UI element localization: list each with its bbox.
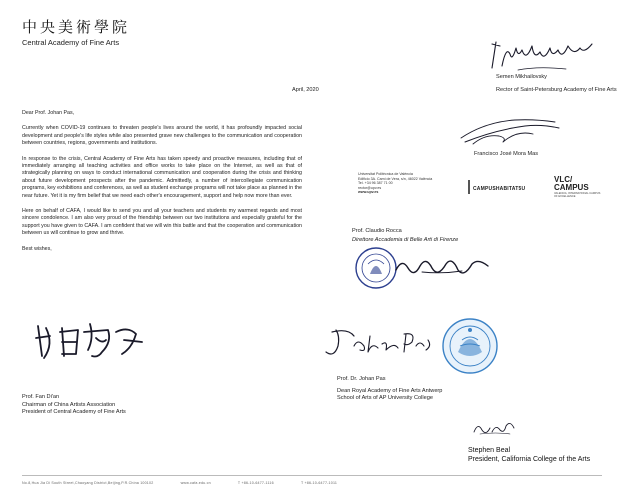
fan-dian-signature-block [22, 394, 126, 417]
mikhailovsky-signature [488, 36, 598, 74]
beal-signature-block [468, 446, 590, 464]
footer-phone-2: T +86-10-6477-1011 [300, 481, 338, 485]
upv-address-line: Universitat Politècnica de València [358, 172, 413, 176]
beal-name: Stephen Beal [468, 447, 511, 454]
johan-pas-name: Prof. Dr. Johan Pas [337, 376, 386, 382]
upv-address-line: Tel. +34 96 387 71 00 [358, 181, 393, 186]
footer-phone-1: T +86-10-6477-1116 [237, 481, 274, 485]
salutation: Dear Prof. Johan Pas, [22, 110, 75, 116]
fan-dian-title-2: President of Central Academy of Fine Arts [22, 409, 126, 416]
paragraph-3: Here on behalf of CAFA, I would like to send you and all your teachers and students my warmest regards and most sincere condolence. I am also very proud of the friendship between our two institutions and especially grateful for the support you have given to CAFA. I am confident that we will win this battle and that the cooperation and communication between us will continue to grow and thrive. [22, 208, 302, 237]
vlc-label: VLC/ [554, 175, 573, 184]
antwerp-academy-seal [440, 316, 500, 376]
mikhailovsky-name: Semen Mikhailovsky [496, 74, 547, 80]
paragraph-1: Currently when COVID-19 continues to threaten people's lives around the world, it has profoundly impacted social development and people's life styles while also presented grave new challenges to the communication and cooperation between countries, regions, governments and institutions. [22, 125, 302, 147]
fan-dian-name: Prof. Fan Di'an [22, 394, 60, 400]
mora-mas-signature [455, 116, 565, 148]
upv-address-line: Edificio 3A. Camí de Vera, s/n, 46022 València [358, 176, 433, 181]
cafa-logo-english: Central Academy of Fine Arts [22, 38, 120, 47]
vlc-campus-label: CAMPUS [554, 183, 589, 192]
johan-pas-title-1: Dean Royal Academy of Fine Arts Antwerp [337, 387, 443, 394]
fan-dian-title-1: Chairman of China Artists Association [22, 401, 116, 408]
stephen-beal-signature [470, 416, 520, 438]
footer-address: No.8,Hua Jia Di South Street,Chaoyang District,Beijing,P.R.China 100102 [22, 481, 154, 485]
vlc-subtitle: VALENCIA, INTERNATIONAL CAMPUS OF EXCELLENCE [554, 192, 601, 198]
campus-habitat-logo [468, 178, 538, 200]
upv-address [358, 172, 432, 195]
footer-divider [22, 475, 602, 476]
mikhailovsky-title: Rector of Saint-Petersburg Academy of Fine Arts [496, 87, 617, 93]
rocca-name: Prof. Claudio Rocca [352, 228, 402, 234]
fan-dian-signature [32, 318, 152, 364]
upv-address-line: rector@upv.es [358, 185, 382, 190]
closing: Best wishes, [22, 245, 52, 252]
beal-title: President, California College of the Arts [468, 456, 591, 463]
footer [22, 481, 363, 485]
johan-pas-signature-block [337, 376, 442, 403]
paragraph-2: In response to the crisis, Central Academy of Fine Arts has taken speedy and proactive measures, including that of immediately arranging all teaching activities and office works to take place on the Internet, as well as that of strategically planning on ways to conduct international communication and cooperation during the crisis and thinking about future development prospects after the pandemic. Admittedly, a number of intercollegiate communication programs, key exhibitions and conferences, as well as student exchange programs will not take place as planned in the near future. Yet it is my firm belief that we need each other's encouragement, support and help now more than ever. [22, 155, 302, 199]
mora-mas-name: Francisco José Mora Mas [474, 151, 539, 157]
campus-habitat-label: CAMPUSHABITAT5U [473, 186, 526, 192]
johan-pas-signature [320, 322, 440, 362]
cafa-logo-chinese: 中央美術學院 [22, 18, 131, 36]
johan-pas-title-2: School of Arts of AP University College [337, 395, 433, 402]
upv-address-line: www.upv.es [358, 190, 379, 195]
rocca-signature [392, 252, 492, 282]
letter-body [22, 110, 302, 261]
vlc-campus-logo [554, 176, 604, 202]
footer-web: www.cafa.edu.cn [180, 481, 211, 485]
rocca-title: Direttore Accademia di Belle Arti di Firenze [352, 237, 459, 243]
letter-date: April, 2020 [292, 87, 319, 93]
